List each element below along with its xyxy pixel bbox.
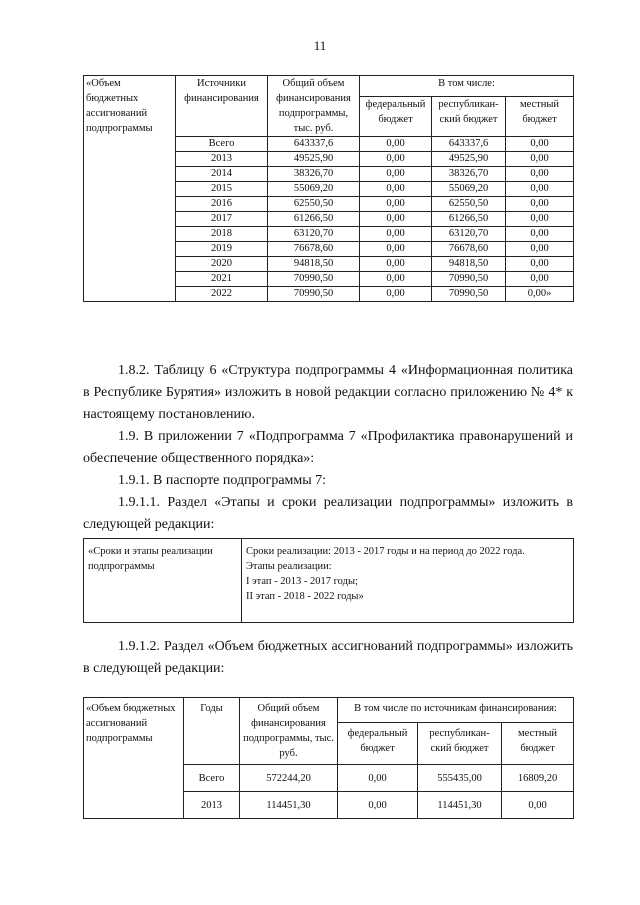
republican-cell: 114451,30: [418, 792, 502, 819]
year-cell: 2021: [176, 272, 268, 287]
stages-line: Сроки реализации: 2013 - 2017 годы и на период до 2022 года.: [246, 546, 525, 557]
republican-cell: 61266,50: [432, 212, 506, 227]
total-cell: 76678,60: [268, 242, 360, 257]
total-cell: 572244,20: [240, 765, 338, 792]
republican-cell: 643337,6: [432, 137, 506, 152]
header-years: Годы: [184, 698, 240, 765]
federal-cell: 0,00: [360, 272, 432, 287]
total-cell: 63120,70: [268, 227, 360, 242]
local-cell: 0,00: [502, 792, 574, 819]
federal-cell: 0,00: [360, 167, 432, 182]
year-cell: 2022: [176, 287, 268, 302]
federal-cell: 0,00: [360, 242, 432, 257]
year-cell: Всего: [184, 765, 240, 792]
header-local: местный бюджет: [502, 722, 574, 764]
total-cell: 643337,6: [268, 137, 360, 152]
header-republican: республикан-ский бюджет: [418, 722, 502, 764]
republican-cell: 76678,60: [432, 242, 506, 257]
header-sources: Источники финансирования: [176, 76, 268, 137]
federal-cell: 0,00: [338, 792, 418, 819]
year-cell: 2020: [176, 257, 268, 272]
federal-cell: 0,00: [360, 257, 432, 272]
year-cell: 2013: [176, 152, 268, 167]
federal-cell: 0,00: [360, 212, 432, 227]
federal-cell: 0,00: [338, 765, 418, 792]
header-federal: федеральный бюджет: [338, 722, 418, 764]
republican-cell: 70990,50: [432, 287, 506, 302]
federal-cell: 0,00: [360, 182, 432, 197]
federal-cell: 0,00: [360, 287, 432, 302]
local-cell: 0,00: [506, 257, 574, 272]
total-cell: 70990,50: [268, 287, 360, 302]
header-republican: республикан-ский бюджет: [432, 96, 506, 136]
header-total: Общий объем финансирования подпрограммы, тыс. руб.: [268, 76, 360, 137]
total-cell: 61266,50: [268, 212, 360, 227]
republican-cell: 38326,70: [432, 167, 506, 182]
year-cell: 2016: [176, 197, 268, 212]
republican-cell: 49525,90: [432, 152, 506, 167]
paragraph-1-8-2: 1.8.2. Таблицу 6 «Структура подпрограммы 4 «Информационная политика в Республике Бурятия» изложить в новой редакции согласно приложению № 4* к настоящему постановлению.: [83, 363, 573, 422]
total-cell: 62550,50: [268, 197, 360, 212]
republican-cell: 70990,50: [432, 272, 506, 287]
header-federal: федеральный бюджет: [360, 96, 432, 136]
stages-line: II этап - 2018 - 2022 годы»: [246, 591, 364, 602]
federal-cell: 0,00: [360, 197, 432, 212]
year-cell: 2014: [176, 167, 268, 182]
header-group: В том числе по источникам финансирования:: [338, 698, 574, 723]
paragraph-1-9: 1.9. В приложении 7 «Подпрограмма 7 «Профилактика правонарушений и обеспечение общественного порядка»:: [83, 429, 573, 466]
stages-line: Этапы реализации:: [246, 561, 332, 572]
republican-cell: 55069,20: [432, 182, 506, 197]
stages-label-cell: «Сроки и этапы реализации подпрограммы: [84, 539, 242, 623]
stages-content-cell: [242, 539, 574, 623]
republican-cell: 62550,50: [432, 197, 506, 212]
local-cell: 16809,20: [502, 765, 574, 792]
local-cell: 0,00: [506, 152, 574, 167]
local-cell: 0,00: [506, 182, 574, 197]
federal-cell: 0,00: [360, 152, 432, 167]
republican-cell: 63120,70: [432, 227, 506, 242]
total-cell: 55069,20: [268, 182, 360, 197]
republican-cell: 94818,50: [432, 257, 506, 272]
row-label-cell: «Объем бюджетных ассигнований подпрограммы: [84, 76, 176, 302]
stages-line: I этап - 2013 - 2017 годы;: [246, 576, 358, 587]
year-cell: Всего: [176, 137, 268, 152]
header-group: В том числе:: [360, 76, 574, 97]
local-cell: 0,00»: [506, 287, 574, 302]
local-cell: 0,00: [506, 197, 574, 212]
local-cell: 0,00: [506, 167, 574, 182]
header-local: местный бюджет: [506, 96, 574, 136]
year-cell: 2013: [184, 792, 240, 819]
federal-cell: 0,00: [360, 137, 432, 152]
total-cell: 70990,50: [268, 272, 360, 287]
funding-table-subprogram-7: [83, 697, 574, 819]
stages-table: [83, 538, 574, 623]
row-label-cell: «Объем бюджетных ассигнований подпрограммы: [84, 698, 184, 819]
total-cell: 94818,50: [268, 257, 360, 272]
republican-cell: 555435,00: [418, 765, 502, 792]
total-cell: 114451,30: [240, 792, 338, 819]
local-cell: 0,00: [506, 242, 574, 257]
year-cell: 2018: [176, 227, 268, 242]
funding-table-subprogram: [83, 75, 574, 302]
page-number: 11: [313, 38, 327, 53]
header-total: Общий объем финансирования подпрограммы, тыс. руб.: [240, 698, 338, 765]
local-cell: 0,00: [506, 227, 574, 242]
local-cell: 0,00: [506, 137, 574, 152]
federal-cell: 0,00: [360, 227, 432, 242]
paragraph-1-9-1-2: 1.9.1.2. Раздел «Объем бюджетных ассигнований подпрограммы» изложить в следующей редакции:: [83, 639, 573, 676]
local-cell: 0,00: [506, 272, 574, 287]
year-cell: 2019: [176, 242, 268, 257]
local-cell: 0,00: [506, 212, 574, 227]
total-cell: 49525,90: [268, 152, 360, 167]
year-cell: 2017: [176, 212, 268, 227]
paragraph-1-9-1-1: 1.9.1.1. Раздел «Этапы и сроки реализации подпрограммы» изложить в следующей редакции:: [83, 495, 573, 532]
year-cell: 2015: [176, 182, 268, 197]
total-cell: 38326,70: [268, 167, 360, 182]
paragraph-1-9-1: 1.9.1. В паспорте подпрограммы 7:: [118, 473, 327, 488]
